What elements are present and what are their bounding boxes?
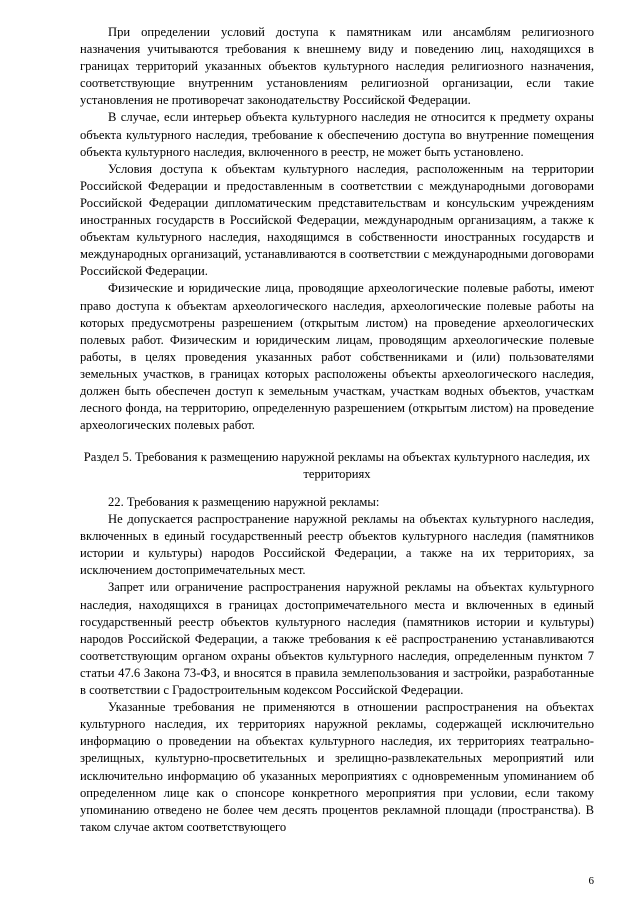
paragraph-advertising-restriction: Запрет или ограничение распространения наружной рекламы на объектах культурного наследия, находящихся в границах достопримечательного места и включенных в единый государственный реестр объектов культурного наследия (памятников истории и культуры) народов Российской Федерации, а также требования к её распространению устанавливаются соответствующим органом охраны объектов культурного наследия, определенным пунктом 7 статьи 47.6 Закона 73-ФЗ, и вносятся в правила землепользования и застройки, разработанные в соответствии с Градостроительным кодексом Российской Федерации. — [80, 580, 594, 698]
paragraph-item-22: 22. Требования к размещению наружной рекламы: — [108, 495, 380, 509]
paragraph-interior-access: В случае, если интерьер объекта культурного наследия не относится к предмету охраны объекта культурного наследия, требование к обеспечению доступа во внутренние помещения объекта культурного наследия, включенного в реестр, не может быть установлено. — [80, 110, 594, 159]
paragraph-archaeological-access: Физические и юридические лица, проводящие археологические полевые работы, имеют право доступа к объектам археологического наследия, археологические полевые работы на которых предусмотрены разрешением (открытым листом) на проведение археологических полевых работ. Физическим и юридическим лицам, проводящим археологические полевые работы, в целях проведения указанных работ собственниками и (или) пользователями земельных участков, в границах которых расположены объекты археологического наследия, должен быть обеспечен доступ к земельным участкам, участкам водных объектов, участкам лесного фонда, на территорию, определенную разрешением (открытым листом) на проведение археологических полевых работ. — [80, 281, 594, 433]
page-number: 6 — [588, 875, 594, 887]
text-block-bottom — [80, 494, 594, 836]
section-heading: Раздел 5. Требования к размещению наружной рекламы на объектах культурного наследия, их территориях — [83, 450, 591, 482]
paragraph-advertising-exception: Указанные требования не применяются в отношении распространения на объектах культурного наследия, их территориях наружной рекламы, содержащей исключительно информацию о проведении на объектах культурного наследия, их территориях театрально-зрелищных, культурно-просветительных и зрелищно-развлекательных мероприятий или исключительно информацию об указанных мероприятиях с одновременным упоминанием об определенном лице как о спонсоре конкретного мероприятия при условии, если такому упоминанию отведено не более чем десять процентов рекламной площади (пространства). В таком случае актом соответствующего — [80, 700, 594, 834]
text-block-top — [80, 24, 594, 434]
paragraph-advertising-ban: Не допускается распространение наружной рекламы на объектах культурного наследия, включенных в единый государственный реестр объектов культурного наследия (памятников истории и культуры) народов Российской Федерации, а также на их территориях, за исключением достопримечательных мест. — [80, 512, 594, 578]
paragraph-religious-access: При определении условий доступа к памятникам или ансамблям религиозного назначения учитываются требования к внешнему виду и поведению лиц, находящихся в границах территорий указанных объектов культурного наследия религиозного назначения, соответствующие внутренним установлениям религиозной организации, если такие установления не противоречат законодательству Российской Федерации. — [80, 25, 594, 108]
paragraph-international-access: Условия доступа к объектам культурного наследия, расположенным на территории Российской Федерации и предоставленным в соответствии с международными договорами Российской Федерации дипломатическим представительствам и консульским учреждениям иностранных государств в Российской Федерации, международным организациям, а также к объектам культурного наследия, находящимся в собственности иностранных государств и международных организаций, устанавливаются в соответствии с международными договорами Российской Федерации. — [80, 161, 594, 279]
